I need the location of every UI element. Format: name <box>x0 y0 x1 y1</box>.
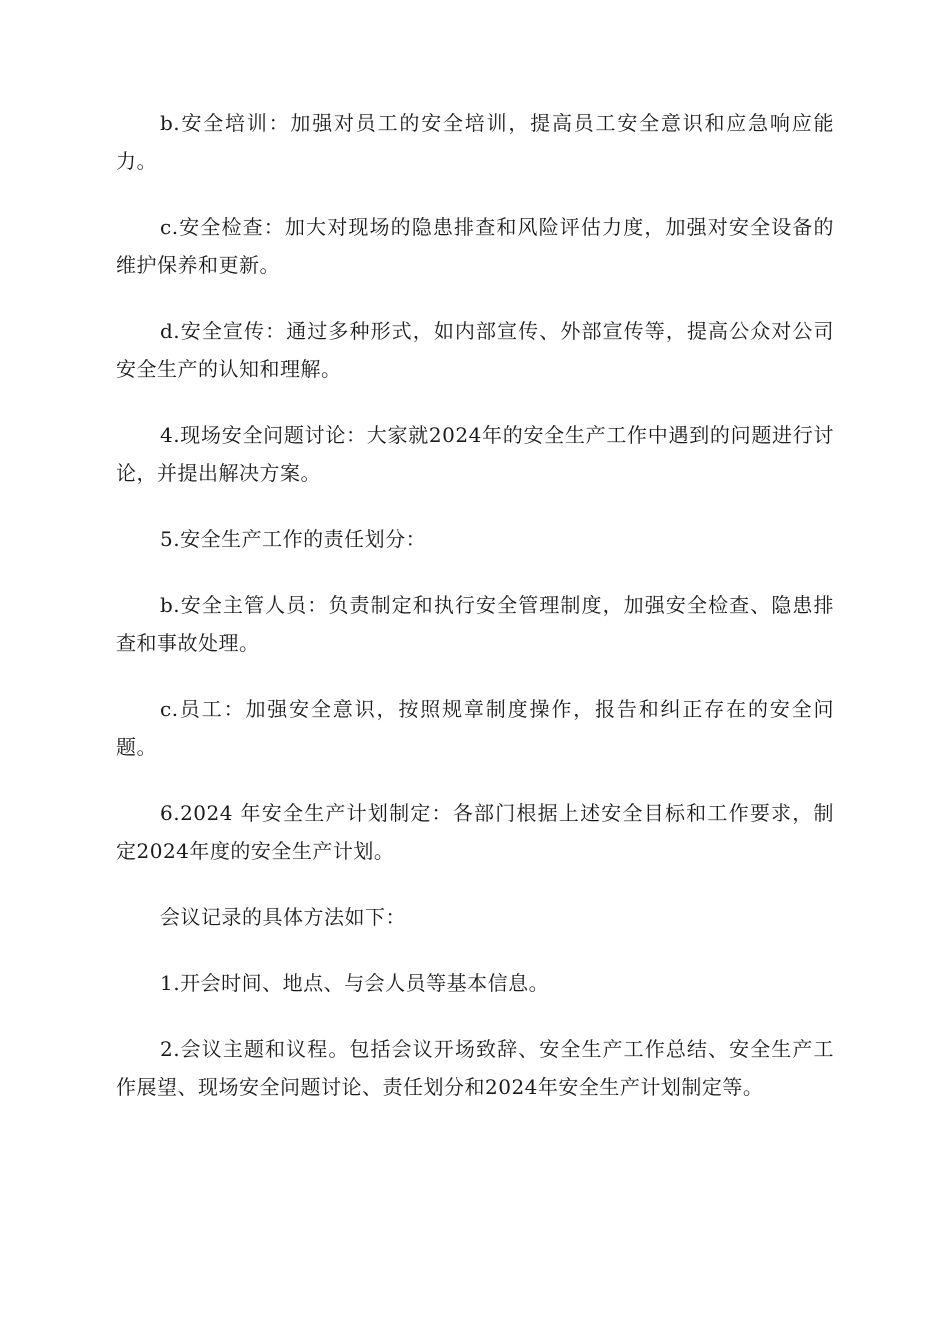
paragraph-minutes-method: 会议记录的具体方法如下： <box>160 905 406 929</box>
document-body <box>116 104 834 1134</box>
paragraph-safety-supervisor: b.安全主管人员：负责制定和执行安全管理制度，加强安全检查、隐患排查和事故处理。 <box>116 593 834 655</box>
paragraph-employees: c.员工：加强安全意识，按照规章制度操作，报告和纠正存在的安全问题。 <box>116 697 834 759</box>
paragraph-agenda: 2.会议主题和议程。包括会议开场致辞、安全生产工作总结、安全生产工作展望、现场安全问题讨论、责任划分和2024年安全生产计划制定等。 <box>116 1037 834 1099</box>
paragraph-responsibility-division: 5.安全生产工作的责任划分： <box>160 527 427 551</box>
paragraph-safety-inspection: c.安全检查：加大对现场的隐患排查和风险评估力度，加强对安全设备的维护保养和更新。 <box>116 215 834 277</box>
paragraph-safety-publicity: d.安全宣传：通过多种形式，如内部宣传、外部宣传等，提高公众对公司安全生产的认知和理解。 <box>116 319 834 381</box>
paragraph-2024-plan: 6.2024 年安全生产计划制定：各部门根据上述安全目标和工作要求，制定2024年度的安全生产计划。 <box>116 801 834 863</box>
paragraph-safety-training: b.安全培训：加强对员工的安全培训，提高员工安全意识和应急响应能力。 <box>116 111 834 173</box>
paragraph-basic-info: 1.开会时间、地点、与会人员等基本信息。 <box>160 971 550 995</box>
paragraph-onsite-discussion: 4.现场安全问题讨论：大家就2024年的安全生产工作中遇到的问题进行讨论，并提出解决方案。 <box>116 423 834 485</box>
